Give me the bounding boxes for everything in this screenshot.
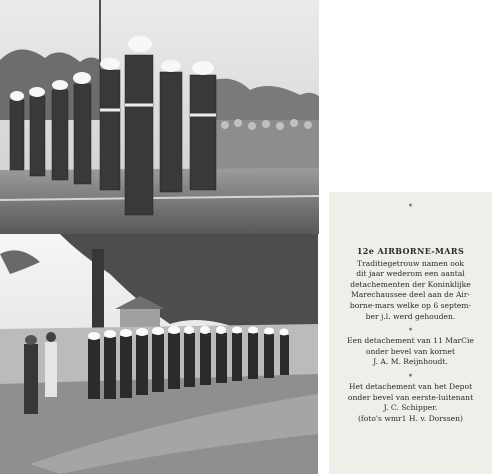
photo-marching-column xyxy=(0,234,318,474)
caption-line: Marechaussee deel aan de Air- xyxy=(350,290,471,300)
caption-line: borne-mars welke op 6 septem- xyxy=(349,300,472,310)
caption-line: onder bevel van eerste-luitenant xyxy=(347,392,474,402)
separator-star: * xyxy=(408,327,413,336)
caption-line: onder bevel van kornet xyxy=(365,346,456,356)
separator-star: * xyxy=(408,372,413,381)
caption-line: detachementen der Koninklijke xyxy=(350,279,471,289)
caption-line: dit jaar wederom een aantal xyxy=(356,269,465,279)
marching-column-photo-icon xyxy=(0,234,318,474)
caption-title: 12e AIRBORNE-MARS xyxy=(356,246,465,256)
marching-soldiers-photo-icon xyxy=(0,0,319,234)
caption-panel xyxy=(329,192,492,474)
caption-paragraph-2 xyxy=(333,336,488,368)
caption-line: ber j.l. werd gehouden. xyxy=(365,311,456,321)
photo-marching-soldiers xyxy=(0,0,319,234)
caption-line: J. A. M. Reijnhoudt. xyxy=(373,357,448,367)
caption-line: J. C. Schipper. xyxy=(383,403,438,413)
caption-line: Traditiegetrouw namen ook xyxy=(356,258,465,268)
caption-line: Het detachement van het Depot xyxy=(348,381,473,391)
caption-paragraph-1 xyxy=(333,259,488,323)
caption-paragraph-3 xyxy=(333,382,488,424)
photo-credit: (foto's wmr1 H. v. Dorssen) xyxy=(357,413,464,423)
caption-line: Een detachement van 11 MarCie xyxy=(347,336,474,346)
separator-star: * xyxy=(408,203,413,211)
